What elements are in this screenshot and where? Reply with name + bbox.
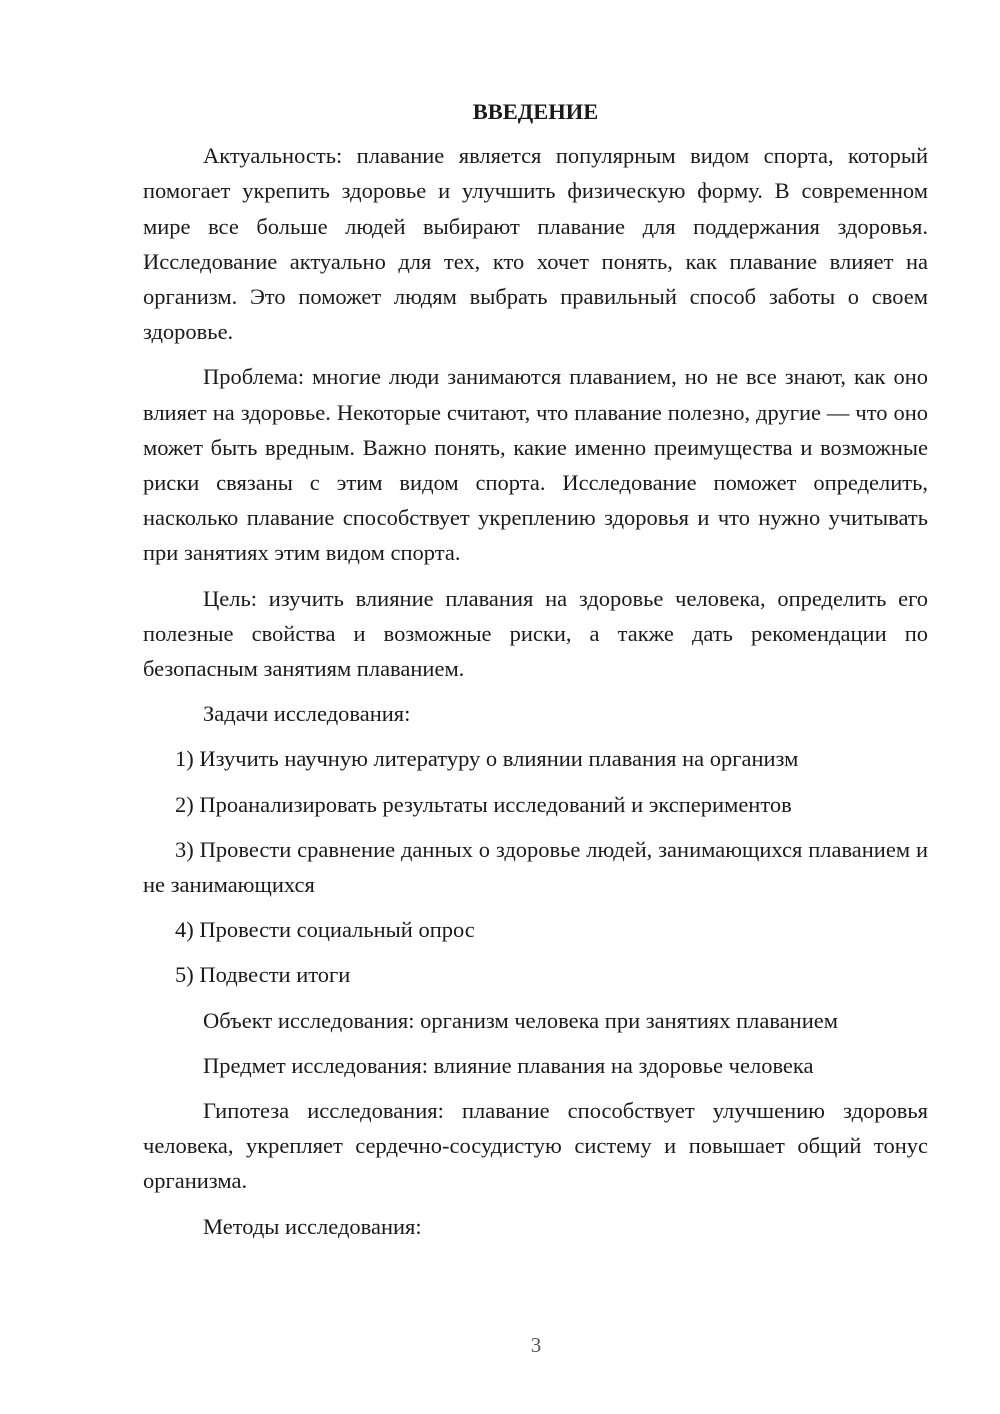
hypothesis-paragraph: Гипотеза исследования: плавание способствует улучшению здоровья человека, укрепляет сердечно-сосудистую систему и повышает общий тонус организма. — [143, 1098, 928, 1194]
task-item: 5) Подвести итоги — [175, 962, 351, 988]
page-number: 3 — [530, 1333, 542, 1357]
tasks-label: Задачи исследования: — [203, 701, 411, 727]
problem-paragraph: Проблема: многие люди занимаются плаванием, но не все знают, как оно влияет на здоровье. Некоторые считают, что плавание полезно, другие — что оно может быть вредным. Важно понять, какие именно преимущества и возможные риски связаны с этим видом спорта. Исследование поможет определить, насколько плавание способствует укреплению здоровья и что нужно учитывать при занятиях этим видом спорта. — [143, 364, 928, 566]
tasks-list — [143, 741, 928, 992]
task-item: 2) Проанализировать результаты исследований и экспериментов — [175, 791, 792, 817]
page-content — [143, 94, 928, 1254]
object-line: Объект исследования: организм человека при занятиях плаванием — [203, 1007, 838, 1033]
methods-label: Методы исследования: — [203, 1213, 422, 1239]
task-item: 4) Провести социальный опрос — [175, 917, 475, 943]
task-item: 1) Изучить научную литературу о влиянии плавания на организм — [175, 746, 799, 772]
subject-line: Предмет исследования: влияние плавания на здоровье человека — [203, 1052, 814, 1078]
relevance-paragraph: Актуальность: плавание является популярным видом спорта, который помогает укрепить здоровье и улучшить физическую форму. В современном мире все больше людей выбирают плавание для поддержания здоровья. Исследование актуально для тех, кто хочет понять, как плавание влияет на организм. Это поможет людям выбрать правильный способ заботы о своем здоровье. — [143, 143, 928, 345]
task-item: 3) Провести сравнение данных о здоровье людей, занимающихся плаванием и не занимающихся — [143, 836, 928, 898]
goal-paragraph: Цель: изучить влияние плавания на здоровье человека, определить его полезные свойства и возможные риски, а также дать рекомендации по безопасным занятиям плаванием. — [143, 585, 928, 682]
section-heading: ВВЕДЕНИЕ — [472, 99, 599, 124]
